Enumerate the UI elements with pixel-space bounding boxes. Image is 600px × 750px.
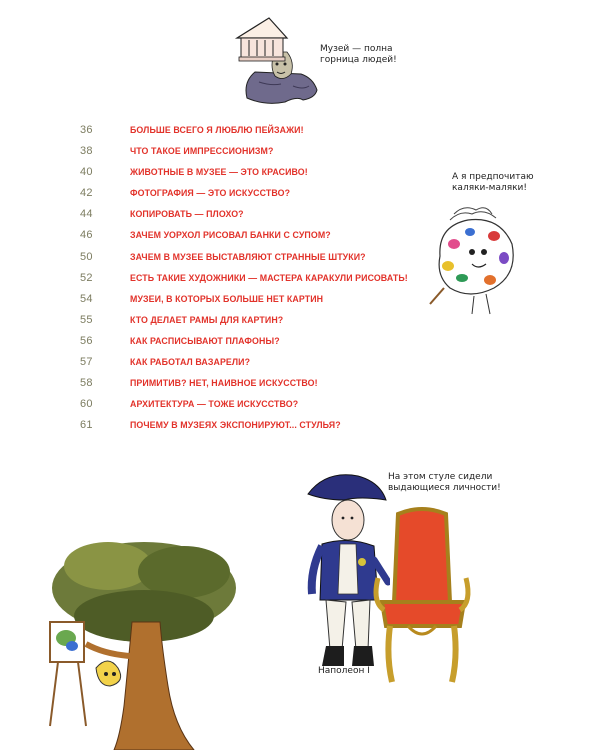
toc-page-number: 58 (80, 377, 93, 390)
toc-page-number: 36 (80, 124, 93, 136)
toc-row (80, 289, 440, 310)
palette-caption-line2: каляки-маляки! (452, 183, 528, 193)
toc-page-number: 46 (80, 229, 93, 242)
toc-row (80, 141, 440, 162)
toc-row (80, 310, 440, 331)
toc-title: БОЛЬШЕ ВСЕГО Я ЛЮБЛЮ ПЕЙЗАЖИ! (130, 125, 304, 136)
chair-caption (388, 472, 501, 494)
toc-title: КАК РАСПИСЫВАЮТ ПЛАФОНЫ? (130, 335, 280, 347)
museum-caption-line1: Музей — полна (320, 44, 393, 54)
tree-painter-icon (44, 536, 244, 750)
chair-caption-line2: выдающиеся личности! (388, 483, 501, 493)
toc-row (80, 373, 440, 394)
toc-row (80, 247, 440, 268)
toc-title: ЗАЧЕМ В МУЗЕЕ ВЫСТАВЛЯЮТ СТРАННЫЕ ШТУКИ? (130, 251, 366, 263)
toc-page-number: 55 (80, 313, 93, 326)
toc-title: АРХИТЕКТУРА — ТОЖЕ ИСКУССТВО? (130, 399, 299, 411)
toc-row (80, 415, 440, 436)
toc-row (80, 394, 440, 415)
museum-caption-line2: горница людей! (320, 55, 397, 65)
museum-character-icon (225, 12, 325, 107)
toc-title: ПРИМИТИВ? НЕТ, НАИВНОЕ ИСКУССТВО! (130, 378, 318, 390)
toc-page-number: 42 (80, 187, 93, 200)
toc-row (80, 162, 440, 183)
toc-row (80, 352, 440, 373)
toc-page-number: 52 (80, 271, 93, 284)
toc-row (80, 120, 440, 141)
toc-title: КТО ДЕЛАЕТ РАМЫ ДЛЯ КАРТИН? (130, 314, 284, 326)
toc-page-number: 57 (80, 356, 93, 369)
palette-character-icon (420, 196, 530, 316)
toc-page-number: 50 (80, 250, 93, 263)
toc-row (80, 183, 440, 204)
toc-page-number: 54 (80, 292, 93, 305)
toc-row (80, 204, 440, 225)
table-of-contents (80, 120, 440, 436)
toc-page-number: 44 (80, 208, 93, 221)
toc-title: ЖИВОТНЫЕ В МУЗЕЕ — ЭТО КРАСИВО! (130, 167, 308, 179)
toc-row (80, 225, 440, 246)
napoleon-caption: Наполеон I (318, 666, 370, 676)
chair-caption-line1: На этом стуле сидели (388, 472, 493, 482)
toc-page-number: 40 (80, 166, 93, 179)
toc-row (80, 331, 440, 352)
toc-title: КАК РАБОТАЛ ВАЗАРЕЛИ? (130, 357, 251, 369)
toc-title: КОПИРОВАТЬ — ПЛОХО? (130, 209, 244, 221)
toc-title: ФОТОГРАФИЯ — ЭТО ИСКУССТВО? (130, 188, 291, 200)
toc-page-number: 38 (80, 145, 93, 158)
toc-title: ЗАЧЕМ УОРХОЛ РИСОВАЛ БАНКИ С СУПОМ? (130, 230, 331, 242)
toc-row (80, 268, 440, 289)
toc-title: ЕСТЬ ТАКИЕ ХУДОЖНИКИ — МАСТЕРА КАРАКУЛИ РИСОВАТЬ! (130, 272, 408, 284)
toc-title: ЧТО ТАКОЕ ИМПРЕССИОНИЗМ? (130, 146, 274, 158)
museum-caption (320, 44, 397, 66)
palette-caption (452, 172, 534, 194)
toc-title: МУЗЕИ, В КОТОРЫХ БОЛЬШЕ НЕТ КАРТИН (130, 293, 324, 305)
toc-page-number: 56 (80, 334, 93, 347)
throne-chair-icon (368, 506, 478, 686)
toc-title: ПОЧЕМУ В МУЗЕЯХ ЭКСПОНИРУЮТ... СТУЛЬЯ? (130, 420, 341, 432)
toc-page-number: 60 (80, 398, 93, 411)
palette-caption-line1: А я предпочитаю (452, 172, 534, 182)
toc-page-number: 61 (80, 419, 93, 432)
